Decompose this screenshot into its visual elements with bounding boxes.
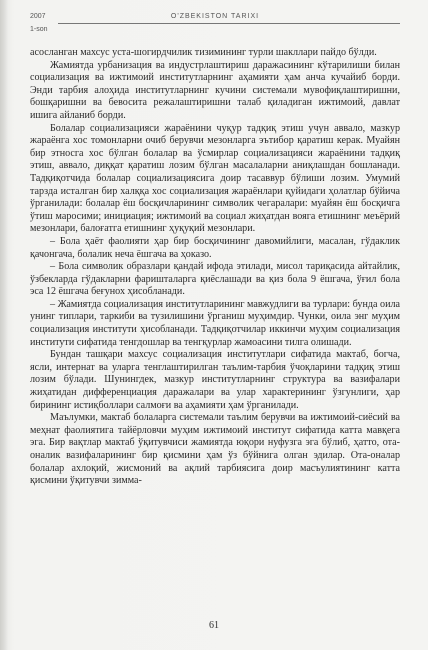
paragraph: Болалар социализацияси жараёнини чуқур тадқиқ этиш учун аввало, мазкур жараёнга хос томонларни очиб берувчи мезонларга эътибор қаратиш керак. Муайян бир этносга хос бўлган болалар ва ўсмирлар социализацияси жараёнини тадқиқ этиш, аввало, диққат қаратиш лозим бўлган масалаларни аниқлашдан бошланади. Тадқиқотчида болалар социализациясига доир тасаввур бўлиши лозим. Умумий тарзда исталган бир халққа хос социализация жараёнлари қуйидаги ҳолатлар бўйича ўрганилади: болалар ёш босқичларининг символик чегаралари: муайян ёш босқичга ўтиш маросими; инициация; ижтимоий ва социал жиҳатдан вояга етишнинг меъёрий мезонлари, балоғатга етишнинг ҳуқуқий мезонлари. bbox=[30, 122, 400, 235]
paragraph: Жамиятда урбанизация ва индустрлаштириш даражасининг кўтарилиши билан социализация ва ижтимоий институтларнинг аҳамияти ҳам анча кучайиб борди. Энди тарбия алоҳида институтларнинг кучини системали мувофиқлаштиришни, бошқаришни ва бевосита режалаштиришни талаб қиладиган ижтимоий, давлат ишига айланиб борди. bbox=[30, 59, 400, 121]
page-number: 61 bbox=[209, 620, 219, 631]
paragraph: асосланган махсус уста-шогирдчилик тизимининг турли шакллари пайдо бўлди. bbox=[30, 47, 377, 58]
running-header bbox=[30, 10, 400, 38]
scan-edge-shadow bbox=[0, 0, 8, 650]
paragraph: Бундан ташқари махсус социализация институтлари сифатида мактаб, богча, ясли, интернат ва уларга тенглаштирилган таълим-тарбия ўчоқларини тадқиқ этиш лозим бўлади. Шунингдек, мазкур институтларнинг структура ва вазифалари жиҳатидан дифференциация даражалари ва улар характерининг ўзгунлиги, ҳар бирининг истиқболлари салмоғи ва аҳамияти ҳам ўрганилади. bbox=[30, 349, 400, 411]
header-year: 2007 bbox=[30, 13, 46, 20]
article-body bbox=[30, 47, 400, 488]
paragraph: Маълумки, мактаб болаларга системали таълим берувчи ва ижтимоий-сиёсий ва меҳнат фаолиятига тайёрловчи муҳим ижтимоий институт сифатида катта мавқега эга. Бир вақтлар мактаб ўқитувчиси жамиятда юқори нуфузга эга бўлиб, ҳатто, ота-оналик вазифаларининг бир қисмини ҳам ўз бўйнига олган эдилар. Ота-оналар болалар ахлоқий, жисмоний ва ақлий тарбиясига доир масъулиятининг катта қисмини ўқитувчи зимма- bbox=[30, 412, 400, 487]
list-item: – Жамиятда социализация институтларининг мавжудлиги ва турлари: бунда оила унинг типлари, таркиби ва тузилишини ўрганиш муҳимдир. Чунки, оила энг муҳим социализация институти ҳисобланади. Тадқиқотчилар иккинчи муҳим социализация институти сифатида тенгдошлар ва тенгқурлар жамоасини тилга олишади. bbox=[30, 298, 400, 348]
header-issue: 1-son bbox=[30, 26, 48, 33]
header-rule bbox=[58, 23, 400, 24]
list-item: – Бола символик образлари қандай ифода этилади, мисол тариқасида айтайлик, ўзбекларда гўдакларни фаришталарга қиёслашади ва қиз бола 9 ёшгача, ўғил бола эса 12 ёшгача беғунох ҳисобланади. bbox=[30, 261, 400, 298]
list-item: – Бола ҳаёт фаолияти ҳар бир босқичининг давомийлиги, масалан, гўдаклик қачонгача, болалик неча ёшгача ва ҳоказо. bbox=[30, 235, 400, 260]
journal-title: O'ZBEKISTON TARIXI bbox=[170, 13, 260, 20]
